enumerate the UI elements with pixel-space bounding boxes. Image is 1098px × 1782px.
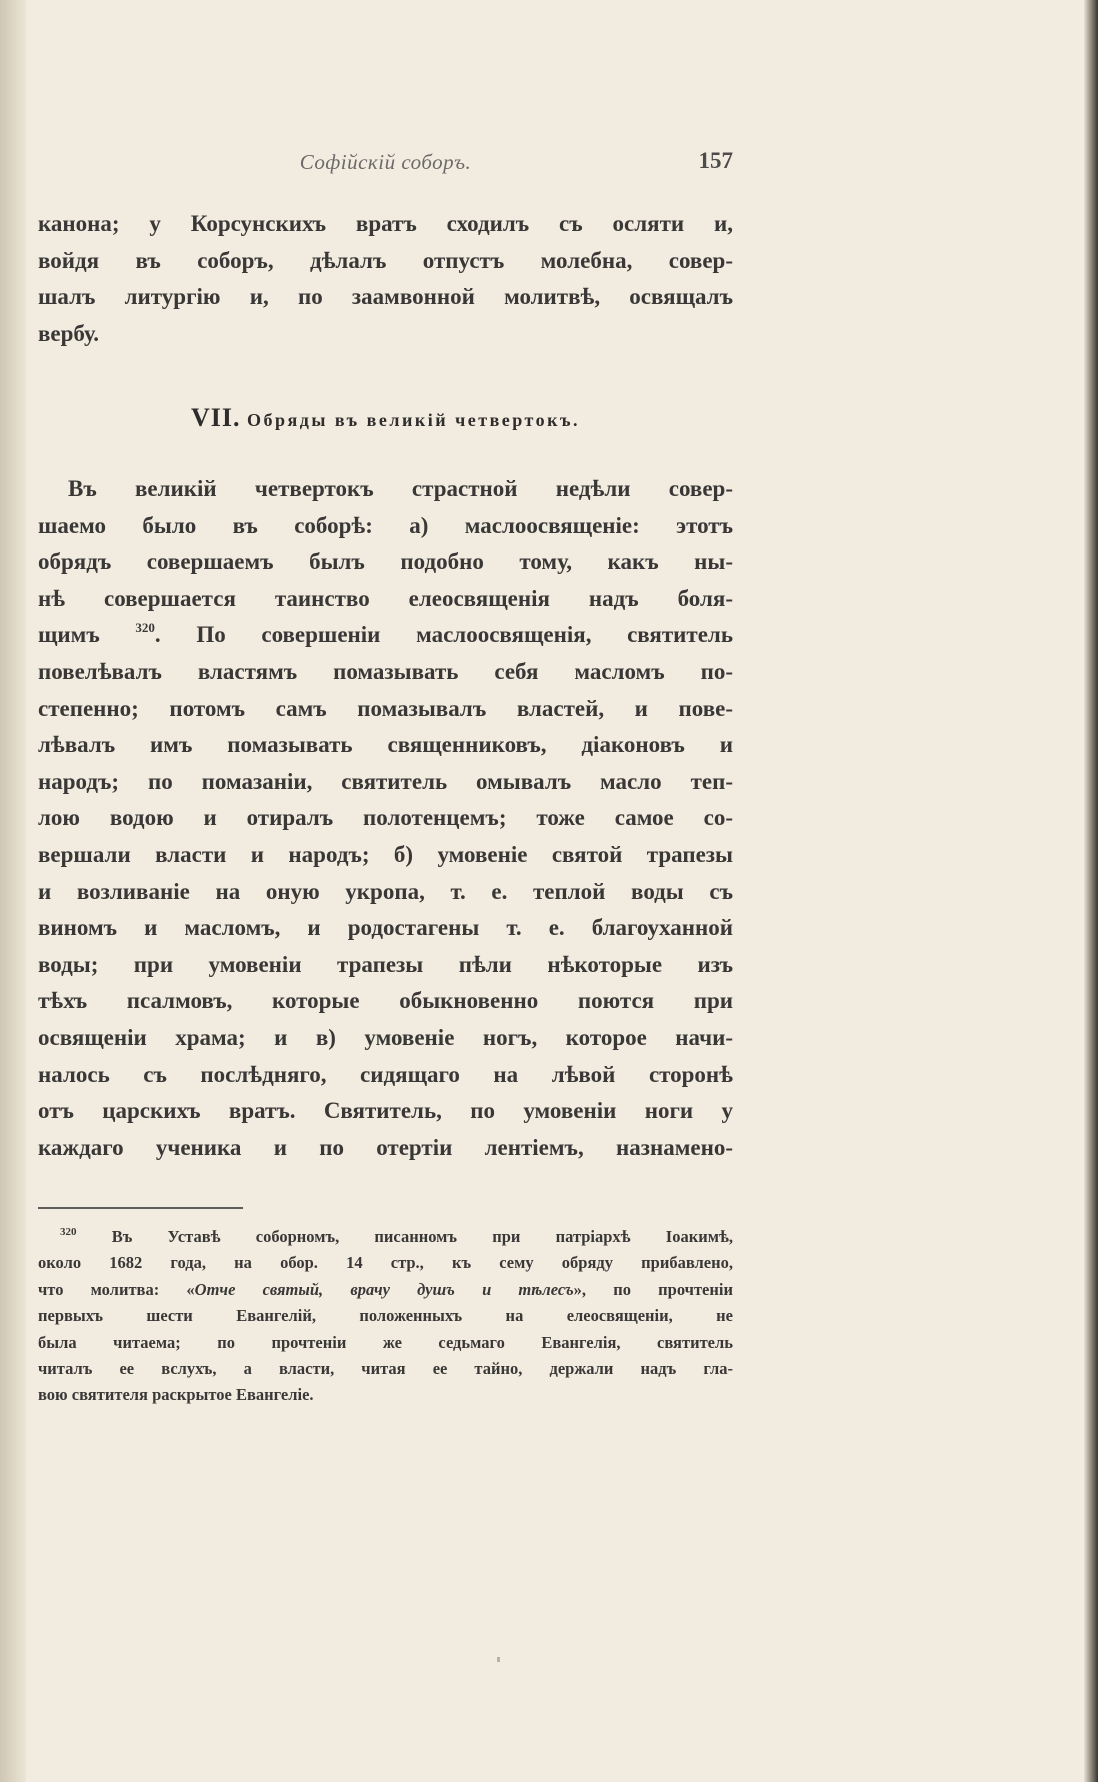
footnote-reference[interactable]: 320	[135, 620, 155, 636]
footnote-divider	[38, 1207, 243, 1209]
text-line: повелѣвалъ властямъ помазывать себя масломъ по-	[38, 658, 733, 684]
footnote	[38, 1224, 733, 1409]
text-line: освященіи храма; и в) умовеніе ногъ, которое начи-	[38, 1024, 733, 1050]
text-line: степенно; потомъ самъ помазывалъ властей, и пове-	[38, 695, 733, 721]
page-header	[38, 150, 733, 180]
text-line: и возливаніе на оную укропа, т. е. теплой воды съ	[38, 878, 733, 904]
text-line: налось съ послѣдняго, сидящаго на лѣвой сторонѣ	[38, 1061, 733, 1087]
footnote-line: читалъ ее вслухъ, а власти, читая ее тайно, держали надъ гла-	[38, 1359, 733, 1379]
page-number: 157	[698, 148, 733, 173]
footnote-line: около 1682 года, на обор. 14 стр., къ сему обряду прибавлено,	[38, 1253, 733, 1273]
text-fragment: », по прочтеніи	[573, 1279, 733, 1299]
section-heading	[38, 403, 733, 433]
text-line: вершали власти и народъ; б) умовеніе святой трапезы	[38, 841, 733, 867]
text-line: нѣ совершается таинство елеосвященія надъ боля-	[38, 585, 733, 611]
text-line: тѣхъ псалмовъ, которые обыкновенно поются при	[38, 988, 733, 1014]
text-fragment: щимъ	[38, 622, 100, 648]
intro-paragraph	[38, 206, 733, 352]
text-line: обрядъ совершаемъ былъ подобно тому, какъ ны-	[38, 549, 733, 575]
footnote-line: первыхъ шести Евангелій, положенныхъ на елеосвященіи, не	[38, 1306, 733, 1326]
text-line: отъ царскихъ вратъ. Святитель, по умовеніи ноги у	[38, 1098, 733, 1124]
text-line: лѣвалъ имъ помазывать священниковъ, діаконовъ и	[38, 732, 733, 758]
text-line: шалъ литургію и, по заамвонной молитвѣ, освящалъ	[38, 284, 733, 310]
footnote-marker: 320	[60, 1226, 77, 1238]
text-line: шаемо было въ соборѣ: а) маслоосвященіе: этотъ	[38, 512, 733, 538]
prayer-quote: Отче святый, врачу душъ и тѣлесъ	[194, 1279, 574, 1299]
text-fragment: что молитва: «	[38, 1279, 195, 1299]
page-gutter	[0, 0, 26, 1782]
footnote-line: вою святителя раскрытое Евангеліе.	[38, 1385, 314, 1405]
text-line: воды; при умовеніи трапезы пѣли нѣкоторые изъ	[38, 951, 733, 977]
section-title: Обряды въ великій четвертокъ.	[246, 410, 581, 430]
footnote-line	[38, 1224, 733, 1250]
text-fragment: . По совершеніи маслоосвященія, святитель	[154, 622, 733, 648]
text-line: Въ великій четвертокъ страстной недѣли совер-	[68, 476, 733, 501]
text-line: вербу.	[38, 320, 99, 346]
text-line: войдя въ соборъ, дѣлалъ отпустъ молебна, совер-	[38, 247, 733, 273]
footnote-line	[38, 1277, 733, 1303]
paper-speck	[497, 1657, 500, 1662]
text-line: каждаго ученика и по отертіи лентіемъ, назнамено-	[38, 1134, 733, 1160]
text-line: лою водою и отиралъ полотенцемъ; тоже самое со-	[38, 805, 733, 831]
footnote-line: была читаема; по прочтеніи же седьмаго Евангелія, святитель	[38, 1332, 733, 1352]
section-number: VII.	[190, 403, 241, 432]
main-paragraph	[38, 471, 733, 1166]
text-line: народъ; по помазаніи, святитель омывалъ масло теп-	[38, 768, 733, 794]
page-edge-shadow	[1084, 0, 1098, 1782]
text-line	[38, 617, 733, 654]
running-head: Софійскій соборъ.	[299, 150, 472, 174]
text-line: канона; у Корсунскихъ вратъ сходилъ съ осляти и,	[38, 211, 733, 236]
text-fragment: Въ Уставѣ соборномъ, писанномъ при патріархѣ Іоакимѣ,	[76, 1227, 733, 1246]
text-line: виномъ и масломъ, и родостагены т. е. благоуханной	[38, 915, 733, 941]
